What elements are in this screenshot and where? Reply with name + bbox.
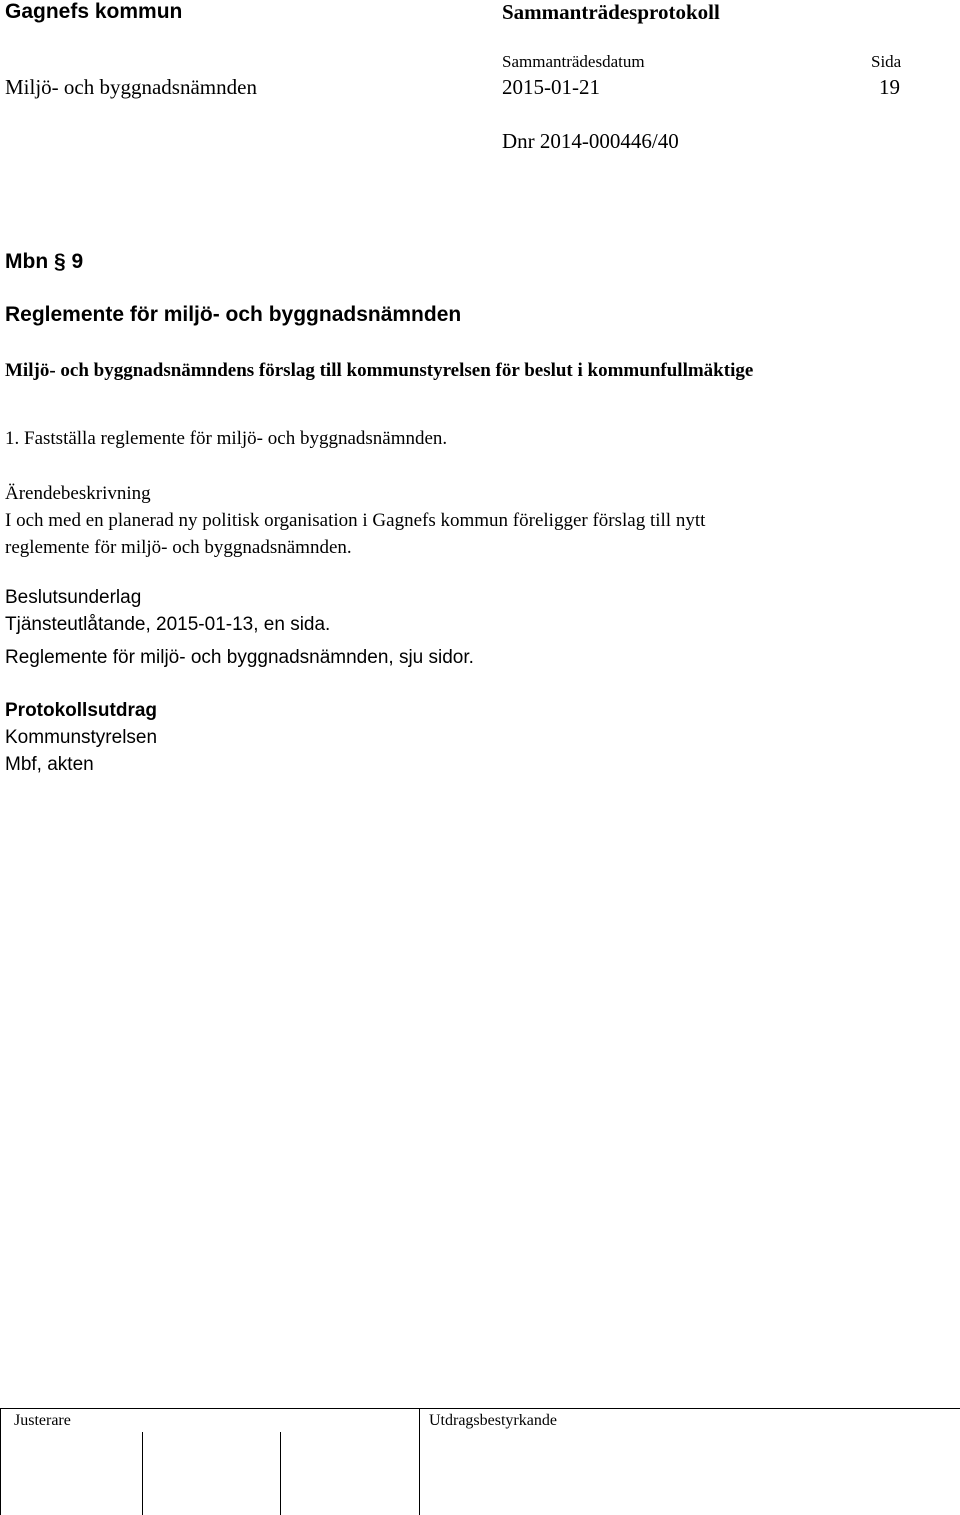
justerare-label: Justerare [14,1412,71,1429]
page-number: 19 [879,75,900,99]
case-title: Reglemente för miljö- och byggnadsnämnden [5,303,462,326]
utdragsbestyrkande-label: Utdragsbestyrkande [429,1412,557,1429]
document-type: Sammanträdesprotokoll [502,0,720,24]
meeting-date: 2015-01-21 [502,75,600,99]
description-text: I och med en planerad ny politisk organisation i Gagnefs kommun föreligger förslag till nytt reglemente för miljö- och byggnadsnämnden. [5,510,706,558]
extract-heading: Protokollsutdrag [5,700,158,721]
extract-recipient: Mbf, akten [5,754,94,775]
page-label: Sida [871,52,902,71]
signature-divider [142,1432,143,1515]
registration-number: Dnr 2014-000446/40 [502,129,679,153]
meeting-date-label: Sammanträdesdatum [502,52,645,71]
extract-recipient: Kommunstyrelsen [5,727,158,748]
signature-divider [419,1408,420,1515]
basis-item: Tjänsteutlåtande, 2015-01-13, en sida. [5,614,331,635]
decision-item: 1. Fastställa reglemente för miljö- och byggnadsnämnden. [5,428,448,449]
description-heading: Ärendebeskrivning [5,483,151,504]
signature-box-top-line [0,1408,960,1409]
section-number: Mbn § 9 [5,250,84,273]
basis-item: Reglemente för miljö- och byggnadsnämnden, sju sidor. [5,647,474,668]
organization-name: Gagnefs kommun [5,0,183,23]
signature-box-left-line [0,1408,1,1515]
signature-divider [280,1432,281,1515]
proposal-heading: Miljö- och byggnadsnämndens förslag till kommunstyrelsen för beslut i kommunfullmäktige [5,360,754,381]
basis-heading: Beslutsunderlag [5,587,142,608]
board-name: Miljö- och byggnadsnämnden [5,75,257,99]
